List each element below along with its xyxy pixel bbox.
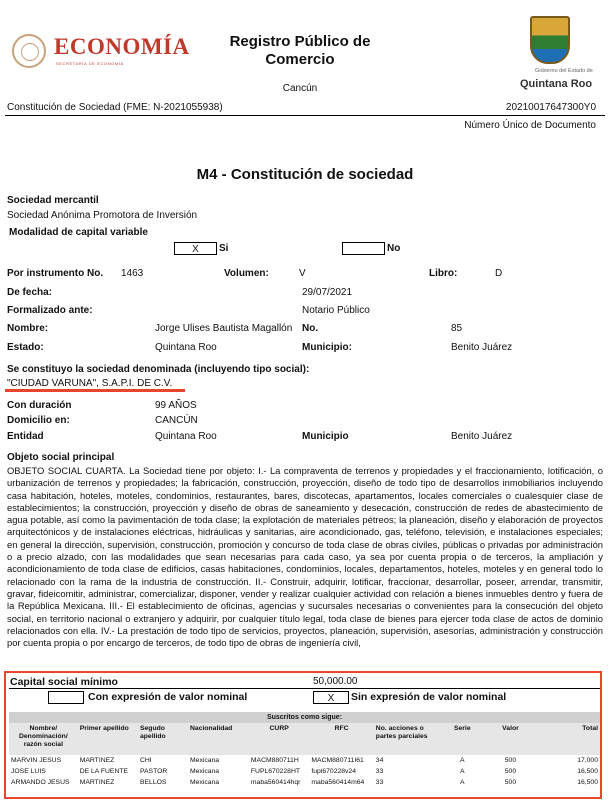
document-number: 20210017647300Y0 xyxy=(505,102,596,113)
nombre-label: Nombre: xyxy=(7,323,49,334)
capital-label: Capital social mínimo xyxy=(10,676,118,688)
entidad-value: Quintana Roo xyxy=(155,431,217,442)
capital-variable-no-box xyxy=(342,242,385,255)
suscritos-title: Suscritos como sigue: xyxy=(9,712,600,723)
cell-segundo-apellido: BELLOS xyxy=(139,779,167,786)
cell-valor: 500 xyxy=(504,768,517,775)
registry-title: Registro Público de Comercio xyxy=(229,33,371,68)
sin-valor-nominal-box: X xyxy=(313,691,349,704)
economia-logo-text: ECONOMÍA xyxy=(54,34,190,59)
cell-acciones: 33 xyxy=(375,768,384,775)
page-title: M4 - Constitución de sociedad xyxy=(196,166,414,183)
cell-nacionalidad: Mexicana xyxy=(190,757,220,764)
nud-label: Número Único de Documento xyxy=(464,120,596,131)
entidad-label: Entidad xyxy=(7,431,44,442)
col-acciones: No. acciones o partes parciales xyxy=(374,723,443,755)
col-segundo-apellido: Segudo apellido xyxy=(138,723,188,755)
fme-reference: Constitución de Sociedad (FME: N-2021055938) xyxy=(7,102,223,113)
capital-value: 50,000.00 xyxy=(313,676,358,687)
cell-rfc: fupl670228v24 xyxy=(311,768,356,775)
cell-primer-apellido: MARTINEZ xyxy=(79,779,115,786)
cell-serie: A xyxy=(460,779,465,786)
entidad-municipio-value: Benito Juárez xyxy=(451,431,513,442)
cell-total: 16,500 xyxy=(577,768,598,775)
formalizado-value: Notario Público xyxy=(302,305,370,316)
sociedad-label: Sociedad mercantil xyxy=(7,195,99,206)
cell-acciones: 33 xyxy=(375,779,384,786)
state-logo-caption: Gobierno del Estado de xyxy=(535,68,593,74)
col-nombre: Nombre/ Denominación/ razón social xyxy=(9,723,78,755)
cell-rfc: maba560414m64 xyxy=(311,779,365,786)
capital-divider xyxy=(9,688,600,689)
con-valor-nominal-label: Con expresión de valor nominal xyxy=(88,691,248,703)
coat-of-arms-icon xyxy=(12,34,46,68)
cell-serie: A xyxy=(460,768,465,775)
estado-value: Quintana Roo xyxy=(155,342,217,353)
formalizado-label: Formalizado ante: xyxy=(7,305,93,316)
cell-segundo-apellido: CHI xyxy=(139,757,152,764)
entidad-municipio-label: Municipio xyxy=(302,431,349,442)
objeto-label: Objeto social principal xyxy=(7,452,115,463)
cell-primer-apellido: DE LA FUENTE xyxy=(79,768,129,775)
cell-total: 17,000 xyxy=(577,757,598,764)
domicilio-value: CANCÚN xyxy=(155,415,198,426)
registry-city: Cancún xyxy=(282,83,318,94)
col-valor: Valor xyxy=(482,723,538,755)
notario-no-label: No. xyxy=(302,323,319,334)
notario-no-value: 85 xyxy=(451,323,463,334)
col-curp: CURP xyxy=(249,723,310,755)
suscritos-table xyxy=(9,723,600,788)
municipio-value: Benito Juárez xyxy=(451,342,513,353)
state-logo-name: Quintana Roo xyxy=(520,78,593,90)
denominacion-label: Se constituyo la sociedad denominada (incluyendo tipo social): xyxy=(7,364,310,375)
cell-nombre: ARMANDO JESUS xyxy=(11,779,70,786)
libro-label: Libro: xyxy=(429,268,458,279)
cell-nombre: JOSE LUIS xyxy=(11,768,46,775)
instrumento-label: Por instrumento No. xyxy=(7,268,104,279)
modalidad-label: Modalidad de capital variable xyxy=(9,227,148,238)
col-primer-apellido: Primer apellido xyxy=(78,723,138,755)
cell-nacionalidad: Mexicana xyxy=(190,768,220,775)
economia-logo xyxy=(12,34,192,74)
fecha-label: De fecha: xyxy=(7,287,53,298)
sociedad-value: Sociedad Anónima Promotora de Inversión xyxy=(7,210,198,221)
cell-valor: 500 xyxy=(504,757,517,764)
municipio-label: Municipio: xyxy=(302,342,352,353)
cell-primer-apellido: MARTINEZ xyxy=(79,757,115,764)
table-header-row xyxy=(9,723,600,755)
highlight-underline xyxy=(5,389,185,392)
cell-curp: maba560414hqr xyxy=(250,779,301,786)
col-nacionalidad: Nacionalidad xyxy=(188,723,249,755)
col-rfc: RFC xyxy=(309,723,373,755)
libro-value: D xyxy=(495,268,503,279)
cell-valor: 500 xyxy=(504,779,517,786)
state-shield-icon xyxy=(530,16,570,64)
domicilio-label: Domicilio en: xyxy=(7,415,70,426)
cell-rfc: MACM880711I61 xyxy=(311,757,364,764)
capital-variable-si-label: Si xyxy=(219,243,229,254)
table-row xyxy=(9,777,600,788)
volumen-value: V xyxy=(299,268,306,279)
duracion-value: 99 AÑOS xyxy=(155,400,197,411)
cell-nacionalidad: Mexicana xyxy=(190,779,220,786)
cell-nombre: MARVIN JESUS xyxy=(11,757,62,764)
cell-curp: FUPL670228HT xyxy=(250,768,301,775)
cell-serie: A xyxy=(460,757,465,764)
denominacion-value: "CIUDAD VARUNA", S.A.P.I. DE C.V. xyxy=(7,378,173,389)
capital-variable-si-box: X xyxy=(174,242,217,255)
instrumento-value: 1463 xyxy=(121,268,144,279)
col-total: Total xyxy=(539,723,600,755)
capital-variable-no-label: No xyxy=(387,243,401,254)
objeto-text: OBJETO SOCIAL CUARTA. La Sociedad tiene por objeto: I.- La compraventa de terrenos y propiedades y el fraccionamiento, lotificación, o urbanización de terrenos y propiedades; la fabricación, construcción, proyección, diseño de todo tipo de desarrollos inmobiliarios incluyendo casa habitación, hoteles, moteles, condominios, restaurantes, bares, discotecas, apartamentos, locales comerciales o cualesquier clase de establecimientos; la construcción, proyección y diseño de obras de saneamiento y desecación, construcción de redes de abastecimiento de agua potable, así como la pavimentación de toda clase; la explotación de materiales pétreos; la planeación, diseño y elaboración de proyectos arquitectónicos y de instalaciones eléctricas, hidráulicas y sanitarias, aire acondicionado, gas, teléfono, televisión, e instalaciones especiales; en general la dirección, supervisión, construcción, promoción y concurso de toda clase de obras civiles, públicas o privadas por administración o a precio alzado, con las modalidades que sean necesarias para cada caso, ya sea por cuenta propia o de terceros, la ampliación y acondicionamiento de toda clase de edificios, casas habitaciones, condominios, locales, departamentos, hoteles, moteles y en general todo lo relacionado con la rama de la industria de construcción. II.- Construir, adquirir, lotificar, fraccionar, desarrollar, poseer, arrendar, transmitir, gravar, fideicomitir, administrar, comercializar, disponer, vender y realizar cualquier actividad con relación a bienes inmuebles dentro y fuera de la República Mexicana. III.- El establecimiento de oficinas, agencias y sucursales necesarias o convenientes para la consecución del objeto social, en territorio nacional o extranjero y adquirir, por cualquier título legal, toda clase de bienes para ejercer toda clase de actos de dominio relacionados con ella. IV.- La prestación de todo tipo de servicios, proyectos, planeación, supervisión, asesorías, administración y construcción por cuenta propia o por encargo de terceros, de todo tipo de obras de ingeniería civil, xyxy=(7,465,603,649)
estado-label: Estado: xyxy=(7,342,44,353)
fecha-value: 29/07/2021 xyxy=(302,287,353,298)
sin-valor-nominal-label: Sin expresión de valor nominal xyxy=(351,691,507,703)
con-valor-nominal-box xyxy=(48,691,84,704)
economia-logo-subtext: SECRETARÍA DE ECONOMÍA xyxy=(56,61,124,66)
quintana-roo-logo xyxy=(520,16,600,94)
col-serie: Serie xyxy=(442,723,482,755)
table-row xyxy=(9,766,600,777)
cell-total: 16,500 xyxy=(577,779,598,786)
cell-segundo-apellido: PASTOR xyxy=(139,768,168,775)
volumen-label: Volumen: xyxy=(224,268,269,279)
nombre-value: Jorge Ulises Bautista Magallón xyxy=(155,323,293,334)
header-divider xyxy=(5,115,605,116)
table-row xyxy=(9,755,600,766)
cell-curp: MACM880711H xyxy=(250,757,299,764)
cell-acciones: 34 xyxy=(375,757,384,764)
duracion-label: Con duración xyxy=(7,400,72,411)
